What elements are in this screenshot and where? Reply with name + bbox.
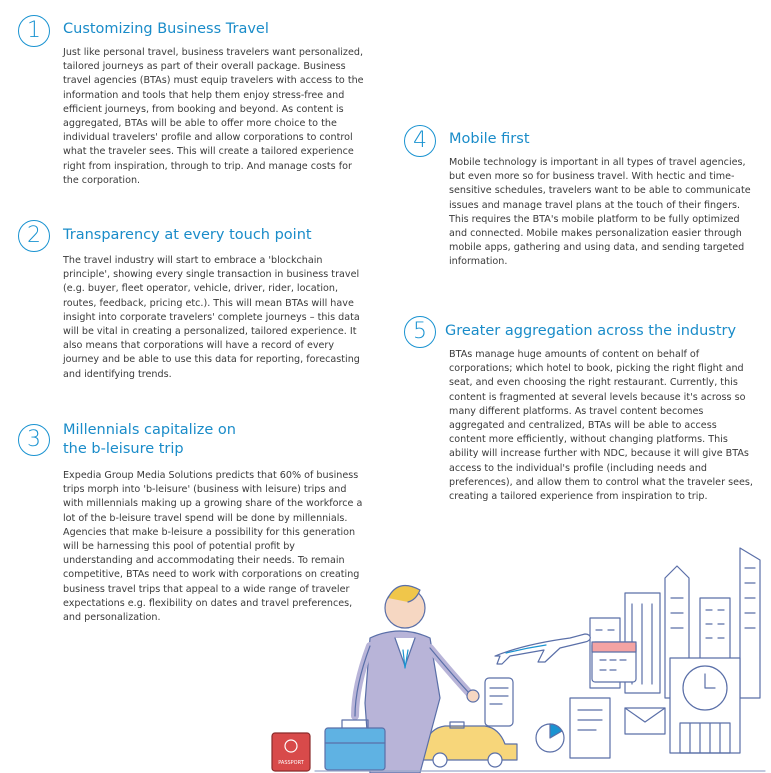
envelope-icon <box>625 708 665 734</box>
pie-chart-icon <box>536 724 564 752</box>
section-body-2: The travel industry will start to embrace a 'blockchain principle', showing every single transaction in business travel (e.g. buyer, fleet operator, vehicle, driver, rider, location, routes, feedback, pricing etc.). This will mean BTAs will have insight into corporate travelers' complete journeys – this data will be vital in creating a personalized, tailored experience. It also means that corporations will have a record of every journey and be able to use this data for reporting, forecasting and identifying trends. <box>63 255 360 380</box>
passport-icon <box>272 733 310 771</box>
section-body-4: Mobile technology is important in all types of travel agencies, but even more so for business travel. With hectic and time-sensitive schedules, travelers want to be able to communicate issues and manage travel plans at the touch of their fingers. This requires the BTA's mobile platform to be fully optimized and connected. Mobile makes personalization easier through mobile apps, gathering and using data, and sending targeted information. <box>449 157 751 268</box>
section-number-5: 5 <box>404 316 436 348</box>
airplane-icon <box>495 634 590 664</box>
section-title-4: Mobile first <box>449 131 530 147</box>
section-body-5: BTAs manage huge amounts of content on behalf of corporations; which hotel to book, picking the right flight and seat, and even choosing the right restaurant. Currently, this content is fragmented at several levels because it's across so many different platforms. As travel content becomes aggregated and centralized, BTAs will be able to access content more efficiently, without changing platforms. This ability will increase further with NDC, because it will give BTAs access to the individual's profile (including needs and preferences), and allow them to control what the traveler sees, creating a tailored experience from inspiration to trip. <box>449 349 753 503</box>
briefcase-icon <box>325 720 385 770</box>
document-icon <box>570 698 610 758</box>
clock-icon <box>670 658 740 753</box>
section-title-3: Millennials capitalize on the b-leisure trip <box>63 422 236 457</box>
section-number-2: 2 <box>18 220 50 252</box>
calendar-icon <box>592 642 636 682</box>
section-body-1: Just like personal travel, business travelers want personalized, tailored journeys as part of their overall package. Business travel agencies (BTAs) must equip travelers with access to the information and tools that help them enjoy stress-free and efficient journeys, from booking and beyond. As content is aggregated, BTAs will be able to offer more choice to the individual travelers' profile and allow corporations to control what the traveler sees. This will create a tailored experience right from inspiration, through to trip. And manage costs for the corporation. <box>63 47 364 186</box>
section-title-1: Customizing Business Travel <box>63 21 269 37</box>
passport-label: PASSPORT <box>278 760 304 766</box>
section-number-1: 1 <box>18 15 50 47</box>
section-number-3: 3 <box>18 424 50 456</box>
phone-icon <box>485 678 513 726</box>
business-traveler-illustration <box>270 538 771 773</box>
section-body-3: Expedia Group Media Solutions predicts that 60% of business trips morph into 'b-leisure' (business with leisure) trips and with millennials making up a growing share of the workforce a lot of the b-leisure travel spend will be done by millennials. Agencies that make b-leisure a possibility for this generation will be harnessing this pool of potential profit by understanding and accommodating their needs. To remain competitive, BTAs need to work with corporations on creating business travel trips that appeal to a wide range of traveler expectations e.g. flexibility on dates and travel preferences, and personalization. <box>63 470 363 624</box>
section-number-4: 4 <box>404 125 436 157</box>
section-title-2: Transparency at every touch point <box>63 227 312 243</box>
section-title-5: Greater aggregation across the industry <box>445 323 737 339</box>
